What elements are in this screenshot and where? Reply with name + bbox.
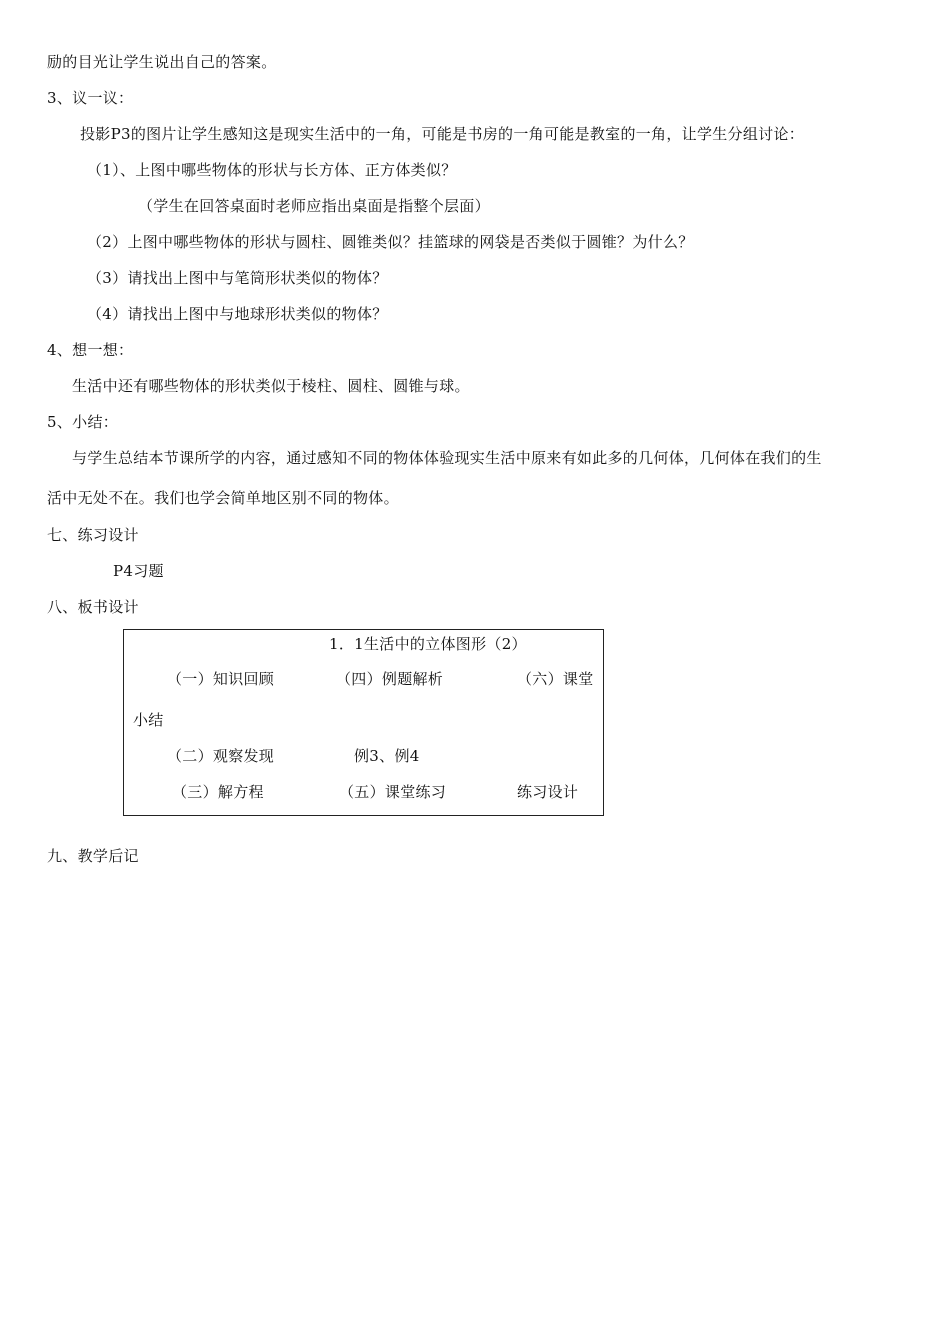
discuss-heading: 3、议一议： [47, 89, 134, 107]
board-item-class-practice: （五）课堂练习 [339, 783, 447, 801]
board-design-box [123, 629, 604, 816]
board-title: 1．1生活中的立体图形（2） [329, 635, 527, 653]
exercise-text: P4习题 [113, 562, 164, 580]
question-4: （4）请找出上图中与地球形状类似的物体？ [87, 305, 388, 323]
discuss-prompt: 投影P3的图片让学生感知这是现实生活中的一角，可能是书房的一角可能是教室的一角，让学生分组讨论： [80, 125, 805, 143]
afterword-heading: 九、教学后记 [47, 847, 139, 865]
board-item-class-summary: （六）课堂 [517, 670, 594, 688]
question-1-note: （学生在回答桌面时老师应指出桌面是指整个层面） [138, 197, 490, 215]
board-item-observe: （二）观察发现 [167, 747, 275, 765]
board-item-equations: （三）解方程 [172, 783, 264, 801]
board-item-example-analysis: （四）例题解析 [336, 670, 444, 688]
summary-heading: 5、小结： [47, 413, 119, 431]
board-item-knowledge-review: （一）知识回顾 [167, 670, 275, 688]
board-item-summary-cont: 小结 [133, 711, 164, 729]
think-heading: 4、想一想： [47, 341, 134, 359]
question-2: （2）上图中哪些物体的形状与圆柱、圆锥类似？挂篮球的网袋是否类似于圆锥？为什么？ [87, 233, 694, 251]
think-text: 生活中还有哪些物体的形状类似于棱柱、圆柱、圆锥与球。 [72, 377, 470, 395]
board-item-examples: 例3、例4 [354, 747, 420, 765]
exercise-heading: 七、练习设计 [47, 526, 139, 544]
summary-text-line1: 与学生总结本节课所学的内容，通过感知不同的物体体验现实生活中原来有如此多的几何体，几何体在我们的生 [72, 449, 822, 467]
intro-line: 励的目光让学生说出自己的答案。 [47, 53, 277, 71]
question-3: （3）请找出上图中与笔筒形状类似的物体？ [87, 269, 388, 287]
board-item-exercise-design: 练习设计 [517, 783, 579, 801]
board-heading: 八、板书设计 [47, 598, 139, 616]
question-1: （1）、上图中哪些物体的形状与长方体、正方体类似？ [87, 161, 457, 179]
summary-text-line2: 活中无处不在。我们也学会简单地区别不同的物体。 [47, 489, 399, 507]
